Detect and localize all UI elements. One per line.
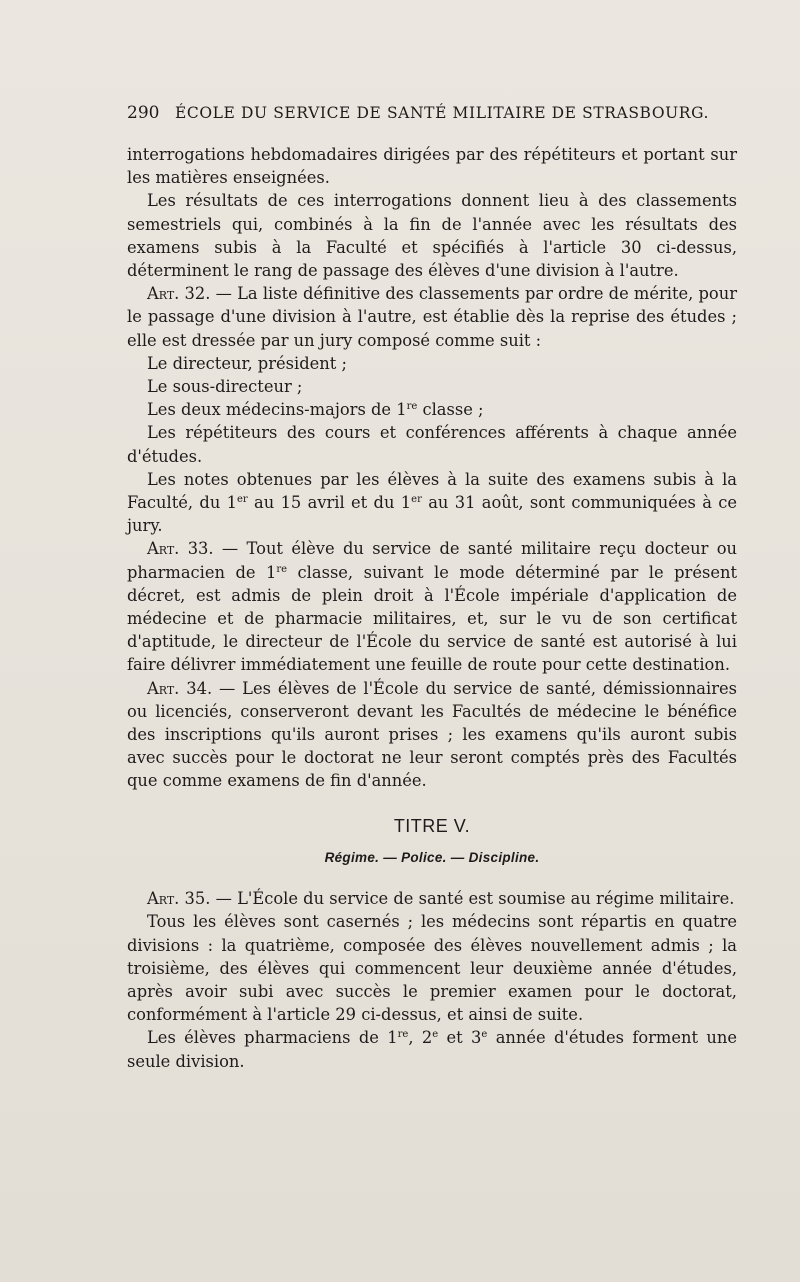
article-33: Art. 33. — Tout élève du service de santé militaire reçu docteur ou pharmacien de 1re classe, suivant le mode déterminé par le présent décret, est admis de plein droit à l'École impériale d'application de médecine et de pharmacie militaires, et, sur le vu de son certificat d'aptitude, le directeur de l'École du service de santé est autorisé à lui faire délivrer immédiatement une feuille de route pour cette destination. [127,539,737,675]
page-header [127,103,727,129]
paragraph-resultats: Les résultats de ces interrogations donnent lieu à des classements semestriels qui, combinés à la fin de l'année avec les résultats des examens subis à la Faculté et spécifiés à l'article 30 ci-dessus, déterminent le rang de passage des élèves d'une division à l'autre. [127,191,737,281]
body-text [127,143,737,1073]
paragraph-notes: Les notes obtenues par les élèves à la suite des examens subis à la Faculté, du 1er au 15 avril et du 1er au 31 août, sont communiquées à ce jury. [127,469,737,536]
section-subtitle: Régime. — Police. — Discipline. [324,849,540,865]
jury-item: Le directeur, président ; [147,353,347,373]
article-label: Art. 32. [147,284,211,304]
paragraph-continuation: interrogations hebdomadaires dirigées par des répétiteurs et portant sur les matières enseignées. [127,145,737,188]
article-label: Art. 35. [147,889,211,909]
jury-item: Les répétiteurs des cours et conférences afférents à chaque année d'études. [127,423,737,466]
section-title: TITRE V. [393,815,471,836]
jury-item: Les deux médecins-majors de 1re classe ; [147,400,484,420]
article-label: Art. 34. [147,678,213,698]
article-32: Art. 32. — La liste définitive des classements par ordre de mérite, pour le passage d'une division à l'autre, est établie dès la reprise des études ; elle est dressée par un jury composé comme suit : [127,284,738,350]
page-number: 290 [127,103,160,123]
running-title: ÉCOLE DU SERVICE DE SANTÉ MILITAIRE DE STRASBOURG. [174,104,710,122]
paragraph-pharmaciens: Les élèves pharmaciens de 1re, 2e et 3e année d'études forment une seule division. [127,1028,737,1071]
article-34: Art. 34. — Les élèves de l'École du service de santé, démissionnaires ou licenciés, conserveront devant les Facultés de médecine le bénéfice des inscriptions qu'ils auront prises ; les examens qu'ils auront subis avec succès pour le doctorat ne leur seront comptés près des Facultés que comme examens de fin d'année. [127,678,737,791]
paragraph-casernes: Tous les élèves sont casernés ; les médecins sont répartis en quatre divisions : la quatrième, composée des élèves nouvellement admis ; la troisième, des élèves qui commencent leur deuxième année d'études, après avoir subi avec succès le premier examen pour le doctorat, conformément à l'article 29 ci-dessus, et ainsi de suite. [127,912,737,1025]
article-label: Art. 33. [147,539,214,559]
jury-item: Le sous-directeur ; [147,377,303,397]
article-35: Art. 35. — L'École du service de santé est soumise au régime militaire. [147,889,735,909]
